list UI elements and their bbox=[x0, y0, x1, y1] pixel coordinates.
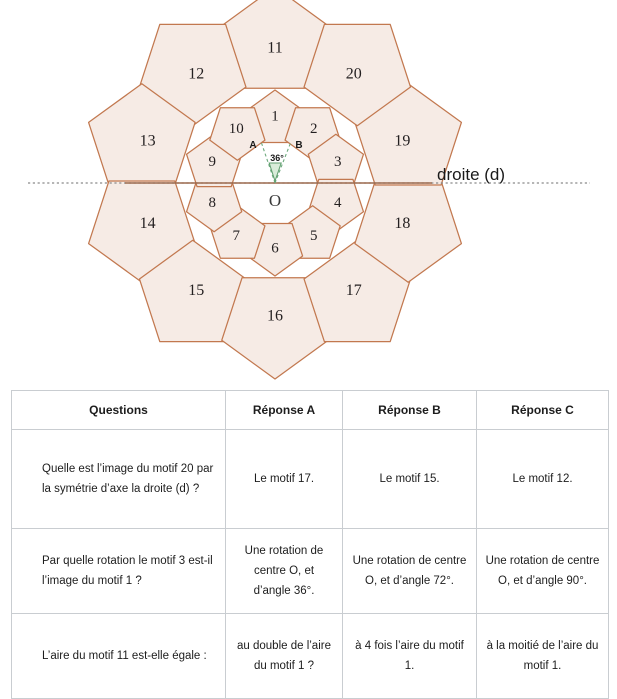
answer-c[interactable]: à la moitié de l’aire du motif 1. bbox=[477, 614, 609, 699]
answer-a[interactable]: Une rotation de centre O, et d’angle 36°. bbox=[226, 529, 343, 614]
answer-a[interactable]: Le motif 17. bbox=[226, 430, 343, 529]
droite-d-label: droite (d) bbox=[437, 165, 506, 184]
answer-b[interactable]: Une rotation de centre O, et d’angle 72°. bbox=[343, 529, 477, 614]
outer-pentagon-label-14: 14 bbox=[139, 215, 156, 233]
inner-pentagon-label-5: 5 bbox=[310, 227, 318, 244]
point-a-label: A bbox=[249, 140, 257, 151]
inner-pentagon-label-9: 9 bbox=[208, 154, 216, 171]
inner-pentagon-label-8: 8 bbox=[208, 194, 216, 211]
outer-pentagon-label-20: 20 bbox=[345, 65, 362, 83]
answer-c[interactable]: Le motif 12. bbox=[477, 430, 609, 529]
outer-pentagon-label-15: 15 bbox=[188, 282, 205, 300]
questions-table bbox=[11, 390, 609, 699]
question-text: Quelle est l’image du motif 20 par la symétrie d’axe la droite (d) ? bbox=[12, 430, 226, 529]
outer-pentagon-ring bbox=[89, 0, 462, 379]
angle-value-label: 36° bbox=[270, 153, 284, 163]
inner-pentagon-label-6: 6 bbox=[271, 240, 279, 257]
outer-pentagon-label-18: 18 bbox=[394, 215, 411, 233]
outer-pentagon-label-13: 13 bbox=[139, 132, 156, 150]
inner-pentagon-label-2: 2 bbox=[310, 121, 318, 138]
answer-c[interactable]: Une rotation de centre O, et d’angle 90°. bbox=[477, 529, 609, 614]
inner-pentagon-label-10: 10 bbox=[228, 121, 244, 138]
question-text: L’aire du motif 11 est-elle égale : bbox=[12, 614, 226, 699]
table-header-row bbox=[12, 391, 609, 430]
outer-pentagon-label-12: 12 bbox=[188, 65, 205, 83]
outer-pentagon-label-11: 11 bbox=[267, 39, 283, 57]
point-b-label: B bbox=[295, 140, 303, 151]
table-row bbox=[12, 430, 609, 529]
header-reponse-a: Réponse A bbox=[226, 391, 343, 430]
angle-marker-group bbox=[262, 143, 291, 183]
table-row bbox=[12, 614, 609, 699]
center-point-label: O bbox=[268, 191, 282, 210]
outer-pentagon-label-16: 16 bbox=[267, 307, 283, 325]
outer-pentagon-label-17: 17 bbox=[345, 282, 362, 300]
answer-b[interactable]: à 4 fois l’aire du motif 1. bbox=[343, 614, 477, 699]
outer-pentagon-label-19: 19 bbox=[394, 132, 411, 150]
header-questions: Questions bbox=[12, 391, 226, 430]
header-reponse-b: Réponse B bbox=[343, 391, 477, 430]
header-reponse-c: Réponse C bbox=[477, 391, 609, 430]
table-row bbox=[12, 529, 609, 614]
question-text: Par quelle rotation le motif 3 est-il l’image du motif 1 ? bbox=[12, 529, 226, 614]
answer-b[interactable]: Le motif 15. bbox=[343, 430, 477, 529]
inner-pentagon-label-1: 1 bbox=[271, 108, 279, 125]
inner-pentagon-label-4: 4 bbox=[334, 194, 342, 211]
inner-pentagon-label-7: 7 bbox=[232, 227, 240, 244]
inner-pentagon-label-3: 3 bbox=[334, 154, 342, 171]
answer-a[interactable]: au double de l’aire du motif 1 ? bbox=[226, 614, 343, 699]
